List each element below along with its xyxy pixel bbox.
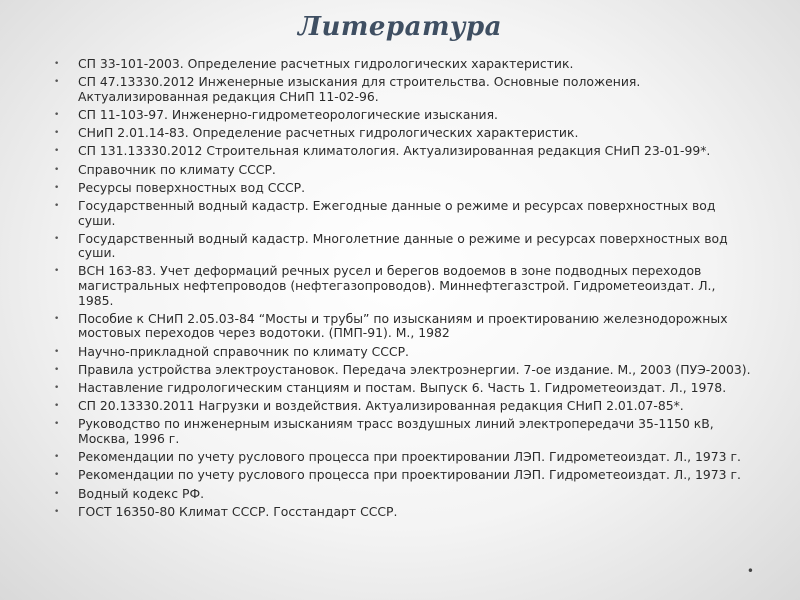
- list-item: • СП 33-101-2003. Определение расчетных гидрологических характеристик.: [54, 56, 574, 71]
- list-item: • Руководство по инженерным изысканиям трасс воздушных линий электропередачи 35-1150 кВ, Москва, 1996 г.: [54, 416, 714, 446]
- list-item: • Государственный водный кадастр. Ежегодные данные о режиме и ресурсах поверхностных вод суши.: [54, 197, 716, 228]
- bullet-icon: •: [54, 128, 60, 139]
- list-item: • ВСН 163-83. Учет деформаций речных русел и берегов водоемов в зоне подводных переходов магистральных нефтепроводов (нефтегазопроводов). Миннефтегазстрой. Гидрометеоиздат. Л., 1985.: [54, 263, 716, 308]
- list-item: • Рекомендации по учету руслового процесса при проектировании ЛЭП. Гидрометеоиздат. Л., 1973 г.: [54, 449, 741, 465]
- reference-list: [52, 57, 752, 523]
- list-item: • Ресурсы поверхностных вод СССР.: [54, 179, 306, 195]
- bullet-icon: •: [54, 182, 60, 193]
- list-item: • Научно-прикладной справочник по климату СССР.: [54, 343, 409, 359]
- list-item: • СП 11-103-97. Инженерно-гидрометеорологические изыскания.: [54, 106, 498, 122]
- bullet-icon: •: [54, 401, 60, 412]
- list-item: • СП 47.13330.2012 Инженерные изыскания для строительства. Основные положения. Актуализированная редакция СНиП 11-02-96.: [54, 74, 641, 104]
- bullet-icon: •: [746, 564, 754, 578]
- list-item: • Пособие к СНиП 2.05.03-84 “Мосты и трубы” по изысканиям и проектированию железнодорожных мостовых переходов через водотоки. (ПМП-91). М., 1982: [54, 310, 728, 341]
- bullet-icon: •: [54, 452, 60, 463]
- list-item: • Правила устройства электроустановок. Передача электроэнергии. 7-ое издание. М., 2003 (ПУЭ-2003).: [54, 361, 751, 377]
- bullet-icon: •: [54, 506, 60, 517]
- list-item: • Наставление гидрологическим станциям и постам. Выпуск 6. Часть 1. Гидрометеоиздат. Л., 1978.: [54, 380, 727, 395]
- list-item: • СП 20.13330.2011 Нагрузки и воздействия. Актуализированная редакция СНиП 2.01.07-85*.: [54, 398, 684, 414]
- list-item: • Справочник по климату СССР.: [54, 161, 276, 177]
- bullet-icon: •: [54, 109, 60, 120]
- bullet-icon: •: [54, 313, 60, 324]
- bullet-icon: •: [54, 77, 60, 88]
- bullet-icon: •: [54, 346, 60, 357]
- bullet-icon: •: [54, 233, 60, 244]
- list-item: • СП 131.13330.2012 Строительная климатология. Актуализированная редакция СНиП 23-01-99*.: [54, 143, 711, 159]
- bullet-icon: •: [54, 383, 60, 393]
- list-item: • Рекомендации по учету руслового процесса при проектировании ЛЭП. Гидрометеоиздат. Л., 1973 г.: [54, 467, 741, 483]
- bullet-icon: •: [54, 266, 60, 277]
- bullet-icon: •: [54, 59, 60, 69]
- bullet-icon: •: [54, 200, 60, 211]
- bullet-icon: •: [54, 146, 60, 157]
- bullet-icon: •: [54, 419, 60, 430]
- page-title: Литература: [297, 12, 503, 42]
- list-item: • ГОСТ 16350-80 Климат СССР. Госстандарт СССР.: [54, 503, 398, 519]
- bullet-icon: •: [54, 364, 60, 375]
- bullet-icon: •: [54, 488, 60, 499]
- list-item: • Водный кодекс РФ.: [54, 485, 205, 501]
- list-item: • СНиП 2.01.14-83. Определение расчетных гидрологических характеристик.: [54, 125, 579, 141]
- bullet-icon: •: [54, 470, 60, 481]
- bullet-icon: •: [54, 164, 60, 175]
- list-item: • Государственный водный кадастр. Многолетние данные о режиме и ресурсах поверхностных вод суши.: [54, 230, 728, 261]
